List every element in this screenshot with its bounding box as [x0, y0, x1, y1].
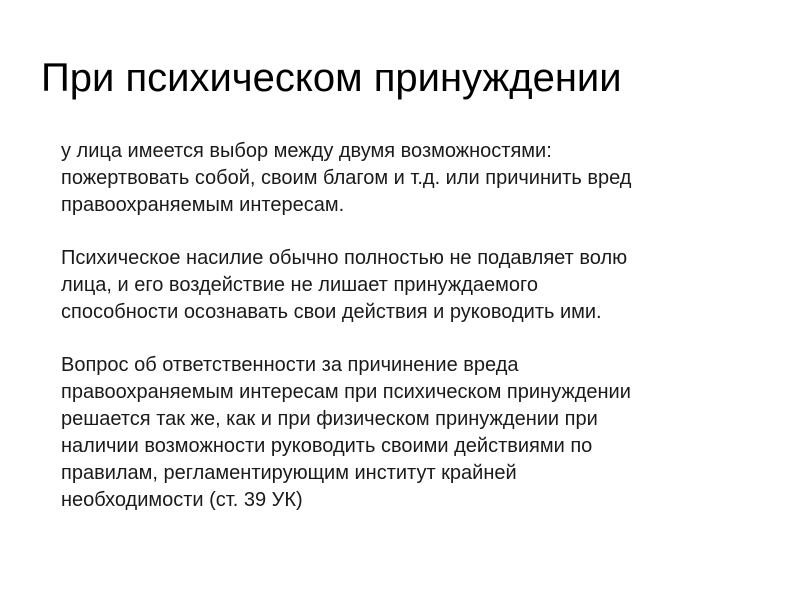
slide-body: [61, 138, 761, 514]
slide-title: При психическом принуждении: [41, 56, 622, 100]
paragraph-choice: у лица имеется выбор между двумя возможностями: пожертвовать собой, своим благом и т.д. или причинить вред правоохраняемым интересам.: [61, 140, 632, 216]
paragraph-mental-violence: Психическое насилие обычно полностью не подавляет волю лица, и его воздействие не лишает принуждаемого способности осознавать свои действия и руководить ими.: [61, 247, 628, 323]
paragraph-responsibility: Вопрос об ответственности за причинение вреда правоохраняемым интересам при психическом принуждении решается так же, как и при физическом принуждении при наличии возможности руководить своими действиями по правилам, регламентирующим институт крайней необходимости (ст. 39 УК): [61, 354, 631, 511]
